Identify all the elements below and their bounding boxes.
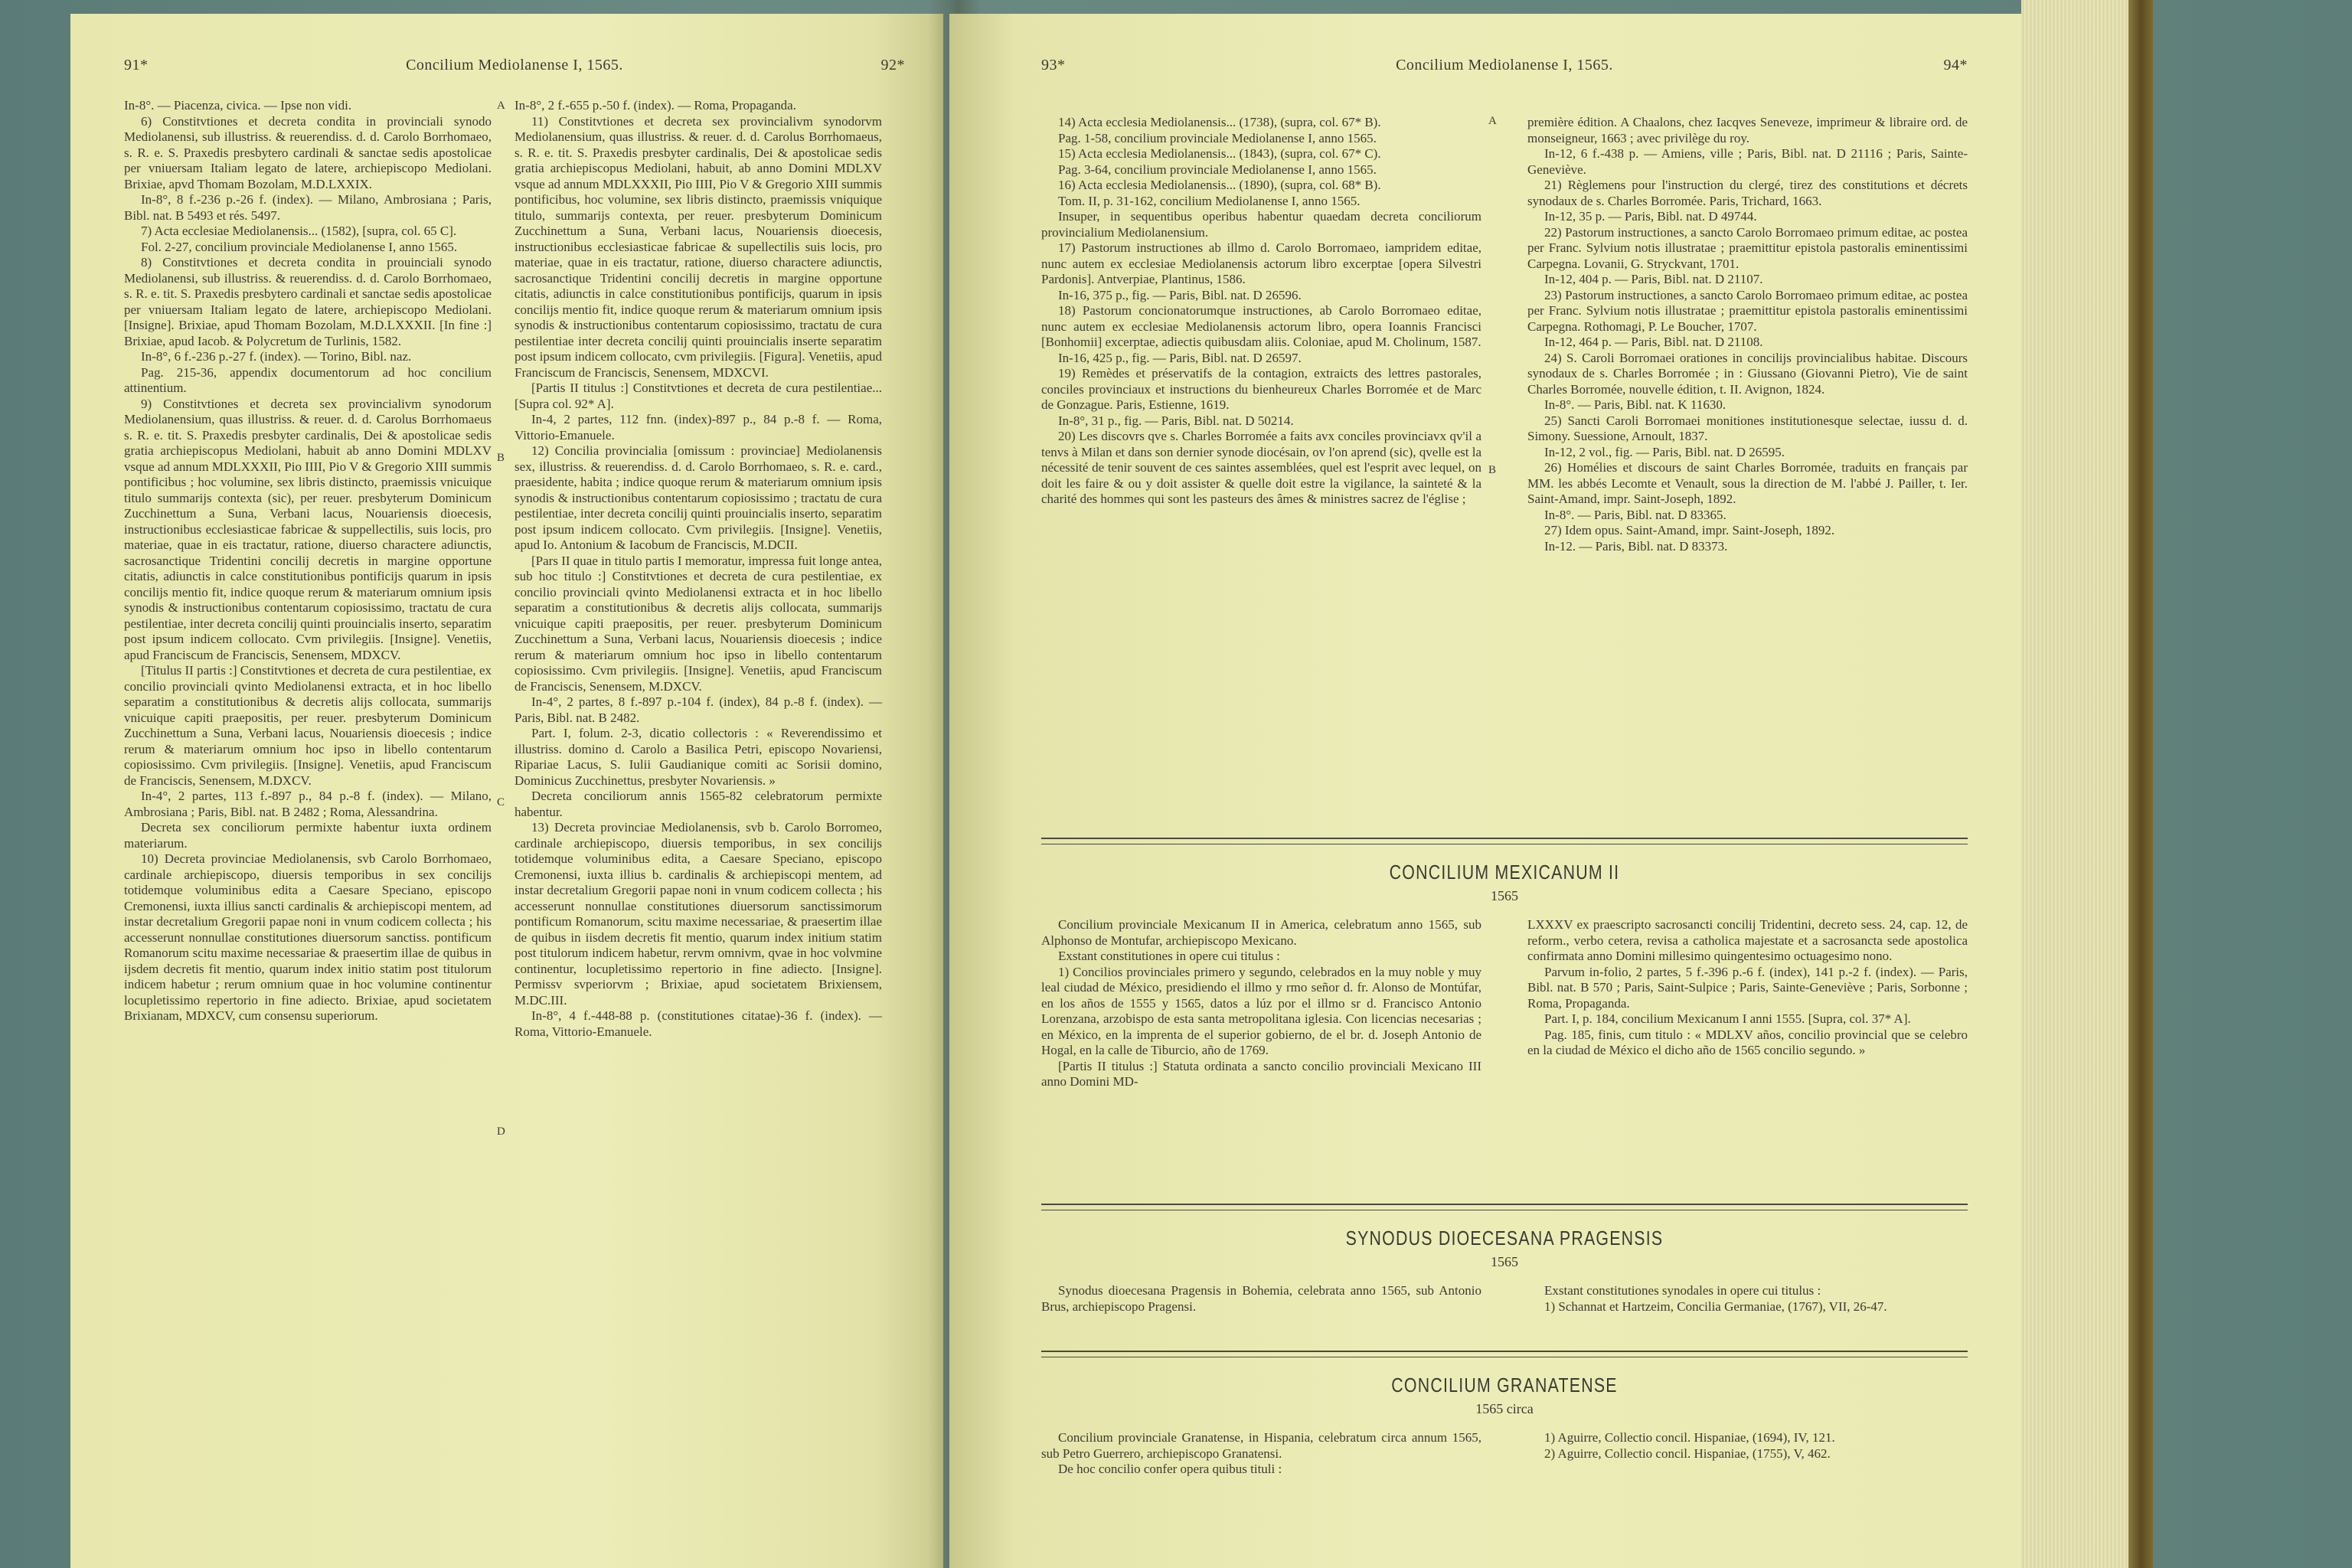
section-year: 1565: [1491, 888, 1518, 903]
paragraph: 23) Pastorum instructiones, a sancto Carolo Borromaeo primum editae, ac postea per Franc. Sylvium notis illustratae ; praemittitur epistola pastoralis eminentissimi Carpegna. Rothomagi, P. Le Boucher, 1707.: [1527, 287, 1968, 334]
paragraph: 14) Acta ecclesia Mediolanensis... (1738), (supra, col. 67* B).: [1058, 115, 1381, 129]
paragraph: In-12, 35 p. — Paris, Bibl. nat. D 49744.: [1544, 209, 1757, 224]
page-number: 92*: [880, 57, 905, 74]
paragraph: 19) Remèdes et préservatifs de la contagion, extraicts des lettres pastorales, conciles provinciaux et instructions du bienheureux Charles Borromée et de Marc de Gonzague. Paris, Estienne, 1619.: [1041, 366, 1481, 412]
paragraph: In-12, 464 p. — Paris, Bibl. nat. D 21108.: [1544, 335, 1763, 349]
running-title: Concilium Mediolanense I, 1565.: [406, 57, 623, 74]
paragraph: In-4°, 2 partes, 8 f.-897 p.-104 f. (index), 84 p.-8 f. (index). — Paris, Bibl. nat. B 2482.: [514, 694, 882, 725]
paragraph: 17) Pastorum instructiones ab illmo d. Carolo Borromaeo, iampridem editae, nunc autem ex ecclesiae Mediolanensis actorum libro excerptae [opera Silvestri Pardonis]. Antverpiae, Plantinus, 1586.: [1041, 240, 1481, 286]
paragraph: Pag. 3-64, concilium provinciale Mediolanense I, anno 1565.: [1058, 162, 1377, 177]
paragraph: Exstant constitutiones in opere cui titulus :: [1058, 949, 1280, 963]
paragraph: [Partis II titulus :] Constitvtiones et decreta de cura pestilentiae... [Supra col. 92* A].: [514, 381, 882, 411]
paragraph: In-4, 2 partes, 112 fnn. (index)-897 p., 84 p.-8 f. — Roma, Vittorio-Emanuele.: [514, 412, 882, 443]
paragraph: 16) Acta ecclesia Mediolanensis... (1890), (supra, col. 68* B).: [1058, 178, 1381, 192]
paragraph: première édition. A Chaalons, chez Iacqves Seneveze, imprimeur & libraire ord. de monseigneur, 1663 ; avec privilège du roy.: [1527, 115, 1968, 145]
paragraph: In-8°, 2 f.-655 p.-50 f. (index). — Roma, Propaganda.: [514, 98, 796, 113]
paragraph: 7) Acta ecclesiae Mediolanensis... (1582), [supra, col. 65 C].: [141, 224, 457, 238]
paragraph: Exstant constitutiones synodales in opere cui titulus :: [1544, 1283, 1821, 1298]
text-column: [1041, 115, 1481, 508]
paragraph: Pag. 185, finis, cum titulo : « MDLXV años, concilio provincial que se celebro en la ciudad de México el dicho año de 1565 concilio segundo. »: [1527, 1027, 1968, 1057]
paragraph: In-16, 425 p., fig. — Paris, Bibl. nat. D 26597.: [1058, 350, 1302, 365]
text-column: [1527, 1430, 1968, 1462]
paragraph: Decreta conciliorum annis 1565-82 celebratorum permixte habentur.: [514, 789, 882, 819]
section-divider: [1041, 1204, 1968, 1210]
running-title: Concilium Mediolanense I, 1565.: [1396, 57, 1613, 74]
paragraph: De hoc concilio confer opera quibus tituli :: [1058, 1462, 1282, 1476]
paragraph: Pag. 1-58, concilium provinciale Mediolanense I, anno 1565.: [1058, 130, 1377, 145]
paragraph: Concilium provinciale Mexicanum II in America, celebratum anno 1565, sub Alphonso de Montufar, archiepiscopo Mexicano.: [1041, 917, 1481, 948]
paragraph: 24) S. Caroli Borromaei orationes in concilijs provincialibus habitae. Discours synodaux de s. Charles Borromée ; in : Giussano (Giovanni Pietro), Vie de saint Charles Borromée, nouvelle édition, t. II. Avignon, 1824.: [1527, 350, 1968, 397]
paragraph: In-12. — Paris, Bibl. nat. D 83373.: [1544, 538, 1728, 554]
paragraph: Parvum in-folio, 2 partes, 5 f.-396 p.-6 f. (index), 141 p.-2 f. (index). — Paris, Bibl. nat. B 570 ; Paris, Saint-Sulpice ; Paris, Sainte-Geneviève ; Paris, Sorbonne ; Roma, Propaganda.: [1527, 964, 1968, 1011]
paragraph: In-8°. — Piacenza, civica. — Ipse non vidi.: [124, 98, 352, 113]
paragraph: In-12, 2 vol., fig. — Paris, Bibl. nat. D 26595.: [1544, 444, 1785, 459]
margin-letter: A: [497, 100, 505, 112]
paragraph: [Titulus II partis :] Constitvtiones et decreta de cura pestilentiae, ex concilio provinciali qvinto Mediolanensi extracta, et in hoc libello separatim a constitutionibus & decretis alijs collocata, summarijs vnicuique capiti praepositis, per reuer. presbyterum Dominicum Zucchinettum a Suna, Verbani lacus, Nouariensis dioecesis ; indice rerum & materiarum omnium hoc ipso in libello contentarum copiosissimo. Cvm privilegiis. [Insigne]. Venetiis, apud Franciscum de Franciscis, Senensem, M.DXCV.: [124, 663, 492, 788]
left-page: [70, 14, 943, 1568]
page-number: 94*: [1943, 57, 1968, 74]
paragraph: Pag. 215-36, appendix documentorum ad hoc concilium attinentium.: [124, 364, 492, 395]
paragraph: In-8°. — Paris, Bibl. nat. D 83365.: [1544, 507, 1726, 522]
section-year: 1565: [1491, 1254, 1518, 1269]
paragraph: 11) Constitvtiones et decreta sex provincialivm synodorvm Mediolanensium, quas illustriss. & reuer. d. d. Carolus Borrhomaeus, s. R. e. tit. S. Praxedis presbyter cardinalis, Dei & apostolicae sedis gratia archiepiscopus Mediolani, habuit, ab anno Domini MDLXV vsque ad annum MDLXXXII, Pio IIII, Pio V & Gregorio XIII summis pontificibus, hoc volumine, sex libris distincto, praemissis vniquique titulo, summarijs contexta, per reuer. presbyterum Dominicum Zucchinettum a Suna, Verbani lacus, Nouariensis dioecesis, instructionibus ecclesiasticae fabricae & supellectilis suis locis, pro materiae, quae in eis tractatur, ratione, diuerso charactere adiunctis, sacrosanctique Tridentini concilij decretis in margine opportune citatis, adiunctis in calce constitutionibus pontificijs, quarum in ipsis concilijs mentio fit, indice quoque rerum & materiarum omnium ipsis synodis & instructionibus contentarum copiosissimo, tractatu de cura pestilentiae inter decreta concilij quinti prouincialis inserte separatim post ipsum indicem collocato, cvm privilegiis. [Figura]. Venetiis, apud Franciscum de Franciscis, Senensem, MDXCVI.: [514, 113, 882, 380]
section-title: CONCILIUM MEXICANUM II: [1389, 861, 1620, 884]
paragraph: 22) Pastorum instructiones, a sancto Carolo Borromaeo primum editae, ac postea per Franc. Sylvium notis illustratae ; praemittitur epistola pastoralis eminentissimi Carpegna. Lovanii, G. Stryckvant, 1701.: [1527, 224, 1968, 271]
paragraph: [Partis II titulus :] Statuta ordinata a sancto concilio provinciali Mexicano III anno Domini MD-: [1041, 1058, 1481, 1089]
text-column: [1527, 1283, 1968, 1315]
paragraph: 8) Constitvtiones et decreta condita in prouinciali synodo Mediolanensi, sub illustriss. & reuerendiss. d. d. Carolo Borrhomaeo, s. R. e. tit. S. Praxedis presbytero cardinali et sanctae sedis apostolicae per vniuersam Italiam legato de latere, archiepiscopo Mediolani. [Insigne]. Brixiae, apud Thomam Bozolam, M.D.LXXXII. [In fine :] Brixiae, apud Iacob. & Polycretum de Turlinis, 1582.: [124, 255, 492, 348]
paragraph: Part. I, folum. 2-3, dicatio collectoris : « Reverendissimo et illustriss. domino d. Carolo a Basilica Petri, episcopo Novariensi, Ripariae Lacus, S. Iulii Gaudianique comiti ac Sorisii domino, Dominicus Zucchinettus, presbyter Novariensis. »: [514, 726, 882, 788]
paragraph: 1) Aguirre, Collectio concil. Hispaniae, (1694), IV, 121.: [1544, 1430, 1835, 1445]
paragraph: 10) Decreta provinciae Mediolanensis, svb Carolo Borrhomaeo, cardinale archiepiscopo, diuersis temporibus in sex concilijs totidemque voluminibus edita a Caesare Speciano, episcopo Cremonensi, iuxta illius sancti cardinalis & archiepiscopi mentem, ad instar decretalium Gregorii papae noni in vnum codicem collecta ; his accesserunt nonnullae constitutiones diuersorum sanctiss. pontificum Romanorum scitu maxime necessariae & praesertim illae de quibus in ijsdem decretis fit mentio, quarum index initio statim post titulorum indicem habetur ; rerum omnium quae in hoc volumine continentur locupletissimo repertorio in fine adiecto. Brixiae, apud societatem Brixianam, MDXCV, cum consensu superiorum.: [124, 851, 492, 1023]
paragraph: In-8°, 31 p., fig. — Paris, Bibl. nat. D 50214.: [1058, 413, 1294, 428]
paragraph: In-8°, 4 f.-448-88 p. (constitutiones citatae)-36 f. (index). — Roma, Vittorio-Emanuele.: [514, 1008, 882, 1039]
paragraph: In-16, 375 p., fig. — Paris, Bibl. nat. D 26596.: [1058, 287, 1302, 302]
page-number: 93*: [1041, 57, 1066, 74]
text-column: [124, 98, 492, 1024]
paragraph: Fol. 2-27, concilium provinciale Mediolanense I, anno 1565.: [141, 239, 458, 254]
paragraph: Insuper, in sequentibus operibus habentur quaedam decreta conciliorum provincialium Mediolanensium.: [1041, 209, 1481, 240]
text-column: [1041, 1430, 1481, 1478]
paragraph: In-12, 6 f.-438 p. — Amiens, ville ; Paris, Bibl. nat. D 21116 ; Paris, Sainte-Geneviève.: [1527, 146, 1968, 177]
paragraph: [Pars II quae in titulo partis I memoratur, impressa fuit longe antea, sub hoc titulo :] Constitvtiones et decreta de cura pestilentiae, ex concilio provinciali qvinto Mediolanensi extracta et in hoc libello separatim a constitutionibus & decretis alijs collocata, summarijs vnicuique capiti praepositis, per reuer. presbyterum Dominicum Zucchinettum a Suna, Verbani lacus, Nouariensis dioecesis ; indice rerum & materiarum omnium hoc ipso in libello contentarum copiosissimo. Cvm privilegiis. [Insigne]. Venetiis, apud Franciscum de Franciscis, Senensem, M.DXCV.: [514, 553, 882, 694]
section-divider: [1041, 838, 1968, 844]
paragraph: Concilium provinciale Granatense, in Hispania, celebratum circa annum 1565, sub Petro Guerrero, archiepiscopo Granatensi.: [1041, 1430, 1481, 1461]
paragraph: 9) Constitvtiones et decreta sex provincialivm synodorum Mediolanensium, quas illustriss. & reuer. d. d. Carolus Borrhomaeus s. R. e. tit. S. Praxedis presbyter cardinalis, Dei & apostolicae sedis gratia archiepiscopus Mediolani, habuit ab anno Domini MDLXV vsque ad annum MDLXXXII, Pio IIII, Pio V & Gregorio XIII summis pontificibus ; hoc volumine, sex libris distincto, praemissis vnicuique titulo summarijs contexta (sic), per reuer. presbyterum Dominicum Zucchinettum a Suna, Verbani lacus, Nouariensis dioecesis, instructionibus ecclesiasticae fabricae & suppellectilis, suis locis, pro materiae, quae in eis tractatur, ratione, diuerso charactere adiunctis, sacrosanctique Tridentini concilij decretis in margine opportune citatis, adiunctis in calce constitutionibus pontificijs quarum in ipsis concilijs mentio fit, indice quoque rerum & materiarum omnium ipsis synodis & instructionibus contentarum copiosissimo, tractatu de cura pestilentiae, inter decreta concilij quinti prouincialis inserto, separatim post ipsum indicem collocato. Cvm privilegiis. [Insigne]. Venetiis, apud Franciscum de Franciscis, Senensem, MDXCV.: [124, 396, 492, 662]
paragraph: Decreta sex conciliorum permixte habentur iuxta ordinem materiarum.: [124, 820, 492, 851]
paragraph: 12) Concilia provincialia [omissum : provinciae] Mediolanensis sex, illustriss. & reuerendiss. d. d. Carolo Borrhomaeo, s. R. e. card., praesidente, habita ; indice quoque rerum & materiarum omnium ipsis synodis & instructionibus contentarum copiosissimo ; tractatu de cura pestilentiae, inter decreta concilij quinti prouincialis inserto, separatim post ipsum indicem collocato. Cvm privilegiis. [Insigne]. Venetiis, apud Io. Antonium & Iacobum de Franciscis, M.DCII.: [514, 443, 882, 552]
margin-letter: D: [497, 1125, 505, 1138]
paragraph: In-8°. — Paris, Bibl. nat. K 11630.: [1544, 397, 1726, 412]
paragraph: 26) Homélies et discours de saint Charles Borromée, traduits en français par MM. les abbés Lecomte et Venault, sous la direction de M. l'abbé J. Pailler, t. Ier. Saint-Amand, impr. Saint-Joseph, 1892.: [1527, 460, 1968, 506]
text-column: [1527, 115, 1968, 554]
paragraph: 25) Sancti Caroli Borromaei monitiones institutionesque selectae, iussu d. d. Simony. Suessione, Arnoult, 1837.: [1527, 413, 1968, 443]
paragraph: In-8°, 6 f.-236 p.-27 f. (index). — Torino, Bibl. naz.: [141, 349, 412, 364]
paragraph: 1) Schannat et Hartzeim, Concilia Germaniae, (1767), VII, 26-47.: [1544, 1298, 1887, 1314]
paragraph: 20) Les discovrs qve s. Charles Borromée a faits avx conciles provinciavx qv'il a tenvs à Milan et dans son dernier synode diocésain, ov l'on aprend (sic), qvelle est la nécessité de tenir souvent de ces saintes assemblées, quel est l'esprit avec lequel, on doit les faire & ou y doit assister & quelle doit estre la vigilance, la sainteté & la charité des hommes qui sont les pasteurs des âmes & ministres sacrez de l'église ;: [1041, 429, 1481, 506]
section-divider: [1041, 1351, 1968, 1357]
text-column: [1041, 1283, 1481, 1315]
paragraph: Synodus dioecesana Pragensis in Bohemia, celebrata anno 1565, sub Antonio Brus, archiepiscopo Pragensi.: [1041, 1283, 1481, 1314]
paragraph: 1) Concilios provinciales primero y segundo, celebrados en la muy noble y muy leal ciudad de México, presidiendo el illmo y rmo señor d. fr. Alonso de Montúfar, en los años de 1555 y 1565, datos a lúz por el illmo sr d. Francisco Antonio Lorenzana, arzobispo de esta santa metropolitana iglesia. Con licencias necesarias ; en México, en la imprenta de el superior gobierno, de el br. d. Joseph Antonio de Hogal, en la calle de Tiburcio, año de 1769.: [1041, 964, 1481, 1057]
left-page-header: [124, 57, 905, 87]
paragraph: 6) Constitvtiones et decreta condita in provinciali synodo Mediolanensi, sub illustriss. & reuerendiss. d. d. Carolo Borrhomaeo, s. R. e. S. Praxedis presbytero cardinali & sanctae sedis apostolicae per vniuersam Italiam legato de latere, archiepiscopo Mediolani. Brixiae, apvd Thomam Bozolam, M.D.LXXIX.: [124, 113, 492, 191]
paragraph: Tom. II, p. 31-162, concilium Mediolanense I, anno 1565.: [1058, 193, 1361, 208]
page-number: 91*: [124, 57, 149, 74]
text-column: [1527, 917, 1968, 1059]
paragraph: 13) Decreta provinciae Mediolanensis, svb b. Carolo Borromeo, cardinale archiepiscopo, diuersis temporibus, in sex concilijs totidemque voluminibus edita, a Caesare Speciano, episcopo Cremonensi, iuxta illius b. cardinalis & archiepiscopi mentem, ad instar decretalium Gregorii papae noni in vnum codicem collecta ; his accesserunt nonnullae constitutiones diuersorum sanctissimorum pontificum Romanorum, scitu maxime necessariae, & praesertim illae de quibus in iisdem decretis fit mentio, quarum index initium statim post titulorum indicem habetur, rervm omnivm, qvae in hoc volvmine continentur, locupletissimo repertorio in fine adiecto. [Insigne]. Permissv svperiorvm ; Brixiae, apud societatem Brixiensem, M.DC.III.: [514, 820, 882, 1008]
paragraph: 18) Pastorum concionatorumque instructiones, ab Carolo Borromaeo editae, nunc autem ex ecclesiae Mediolanensis actorum libro, opera Ioannis Francisci [Bonhomii] excerptae, adiectis quibusdam aliis. Coloniae, apud M. Cholinum, 1587.: [1041, 303, 1481, 349]
paragraph: 21) Règlemens pour l'instruction du clergé, tirez des constitutions et décrets synodaux de s. Charles Borromée. Paris, Trichard, 1663.: [1527, 178, 1968, 208]
right-page-header: [1041, 57, 1968, 87]
text-column: [1041, 917, 1481, 1090]
paragraph: 15) Acta ecclesia Mediolanensis... (1843), (supra, col. 67* C).: [1058, 146, 1381, 161]
section-title: SYNODUS DIOECESANA PRAGENSIS: [1345, 1227, 1664, 1250]
paragraph: In-8°, 8 f.-236 p.-26 f. (index). — Milano, Ambrosiana ; Paris, Bibl. nat. B 5493 et rés. 5497.: [124, 192, 492, 223]
section-year: 1565 circa: [1475, 1401, 1534, 1416]
margin-letter: B: [497, 452, 505, 464]
section-title: CONCILIUM GRANATENSE: [1391, 1374, 1618, 1396]
margin-letter: C: [497, 796, 505, 808]
margin-letter: A: [1488, 115, 1497, 127]
book-page-edges: [2021, 0, 2144, 1568]
text-column: [514, 98, 882, 1040]
paragraph: 27) Idem opus. Saint-Amand, impr. Saint-Joseph, 1892.: [1544, 523, 1835, 537]
paragraph: In-12, 404 p. — Paris, Bibl. nat. D 21107.: [1544, 272, 1763, 286]
book-cover-edge: [2128, 0, 2153, 1568]
right-page: [949, 14, 2034, 1568]
paragraph: Part. I, p. 184, concilium Mexicanum I anni 1555. [Supra, col. 37* A].: [1544, 1011, 1911, 1026]
paragraph: 2) Aguirre, Collectio concil. Hispaniae, (1755), V, 462.: [1544, 1446, 1831, 1461]
paragraph: In-4°, 2 partes, 113 f.-897 p., 84 p.-8 f. (index). — Milano, Ambrosiana ; Paris, Bibl. nat. B 2482 ; Roma, Alessandrina.: [124, 789, 492, 819]
paragraph: LXXXV ex praescripto sacrosancti concilij Tridentini, decreto sess. 24, cap. 12, de reform., verbo cetera, revisa a catholica majestate et a sacrosancta sede apostolica confirmata anno Domini millesimo quingentesimo octuagesimo nono.: [1527, 917, 1968, 963]
margin-letter: B: [1488, 464, 1497, 476]
